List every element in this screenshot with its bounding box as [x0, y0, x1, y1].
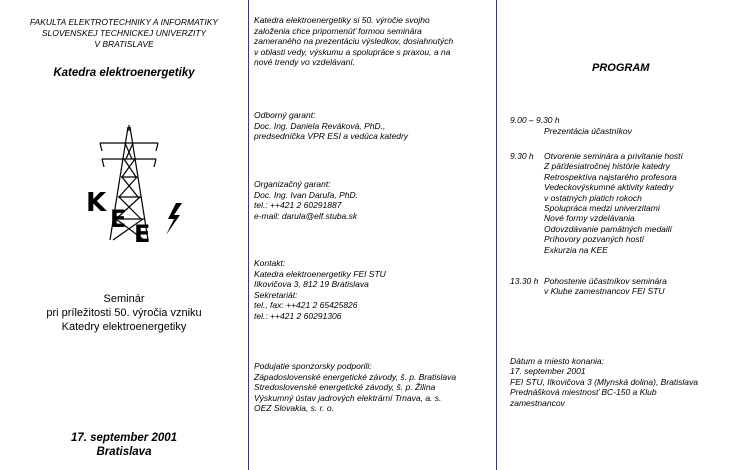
intro-line: založenia chce pripomenúť formou seminára	[254, 25, 422, 36]
section-heading: Podujatie sponzorsky podporili:	[254, 361, 372, 371]
logo-letter-k: K	[86, 188, 107, 218]
program-time: 9.00 – 9.30 h	[510, 115, 560, 125]
info-panel	[248, 0, 496, 470]
venue-line: FEI STU, Ilkovičova 3 (Mlynská dolina), Bratislava	[510, 376, 699, 387]
date-line: 17. september 2001	[70, 432, 178, 444]
intro-line: nové trendy vo vzdelávaní.	[254, 57, 356, 67]
logo-letter-e1: E	[110, 205, 127, 233]
university-line: V BRATISLAVE	[94, 39, 154, 49]
program-line: Odovzdávanie pamätných medailí	[544, 223, 673, 234]
program-time: 9.30 h	[510, 151, 534, 161]
university-line: FAKULTA ELEKTROTECHNIKY A INFORMATIKY	[29, 17, 219, 27]
sponsor-item: Západoslovenské energetické závody, š. p. Bratislava	[254, 371, 457, 382]
section-heading: Kontakt:	[254, 258, 286, 268]
program-line: Pohostenie účastníkov seminára	[544, 276, 667, 286]
program-line: Exkurzia na KEE	[544, 244, 608, 255]
program-item	[544, 276, 667, 297]
program-panel	[496, 0, 744, 470]
venue-section	[510, 356, 698, 408]
program-line: Spolupráca medzi univerzitami	[544, 203, 660, 214]
intro-line: Katedra elektroenergetiky si 50. výročie svojho	[254, 15, 430, 25]
cover-panel	[0, 0, 248, 470]
guarantor-role: predsedníčka VPR ESI a vedúca katedry	[254, 131, 409, 141]
event-date	[0, 431, 248, 459]
university-name	[0, 17, 248, 50]
program-line: v ostatných piatich rokoch	[544, 192, 642, 203]
contact-line: Ilkovičova 3, 812 19 Bratislava	[254, 279, 369, 289]
section-heading: Odborný garant:	[254, 110, 316, 120]
venue-line: Prednášková miestnosť BC-150 a Klub	[510, 387, 657, 398]
sponsors-section	[254, 361, 456, 414]
program-line: Retrospektíva najstarého profesora	[544, 171, 677, 182]
seminar-line: Seminár	[103, 293, 145, 305]
program-line: Vedeckovýskumné aktivity katedry	[544, 182, 674, 193]
intro-line: v oblasti vedy, výskumu a spolupráce s praxou, a na	[254, 46, 451, 57]
intro-line: zameraného na prezentáciu výsledkov, dosiahnutých	[254, 36, 454, 46]
place-line: Bratislava	[96, 446, 152, 458]
logo-letter-e2: E	[134, 220, 151, 245]
program-line: v Klube zamestnancov FEI STU	[544, 286, 665, 297]
professional-guarantor	[254, 110, 408, 142]
seminar-line: Katedry elektroenergetiky	[61, 321, 187, 333]
program-time: 13.30 h	[510, 276, 539, 286]
lightning-icon	[166, 203, 182, 235]
seminar-title	[0, 292, 248, 334]
program-item	[544, 126, 632, 136]
program-title: PROGRAM	[592, 62, 650, 74]
organizer-phone: tel.: ++421 2 60291887	[254, 200, 342, 210]
section-heading: Dátum a miesto konania:	[510, 356, 605, 366]
program-line: Príhovory pozvaných hostí	[544, 234, 645, 245]
seminar-line: pri príležitosti 50. výročia vzniku	[46, 307, 202, 319]
program-line: Nové formy vzdelávania	[544, 213, 635, 224]
organizing-guarantor	[254, 179, 358, 221]
secretariat-line: tel., fax: ++421 2 65425826	[254, 300, 358, 310]
venue-line: 17. september 2001	[510, 366, 586, 377]
contact-section	[254, 258, 386, 321]
intro-text	[254, 15, 453, 68]
kee-logo	[80, 125, 190, 245]
sponsor-item: Stredoslovenské energetické závody, š. p. Žilina	[254, 382, 436, 392]
section-heading: Organizačný garant:	[254, 179, 331, 189]
program-item	[544, 151, 683, 255]
organizer-email[interactable]: e-mail: darula@elf.stuba.sk	[254, 210, 358, 221]
secretariat-line: tel.: ++421 2 60291306	[254, 310, 342, 321]
program-line: Prezentácia účastníkov	[544, 126, 632, 136]
sponsor-item: Výskumný ústav jadrových elektrární Trnava, a. s.	[254, 392, 442, 403]
program-line: Z päťdesiatročnej histórie katedry	[544, 161, 670, 172]
department-title: Katedra elektroenergetiky	[53, 67, 195, 79]
program-line: Otvorenie seminára a privítanie hostí	[544, 151, 683, 161]
sponsor-item: OEZ Slovakia, s. r. o.	[254, 403, 334, 413]
guarantor-name: Doc. Ing. Daniela Reváková, PhD.,	[254, 120, 386, 131]
university-line: SLOVENSKEJ TECHNICKEJ UNIVERZITY	[41, 28, 207, 38]
organizer-name: Doc. Ing. Ivan Daruľa, PhD.	[254, 189, 358, 200]
venue-line: zamestnancov	[510, 397, 565, 408]
contact-line: Katedra elektroenergetiky FEI STU	[254, 268, 386, 279]
secretariat-heading: Sekretariát:	[254, 289, 298, 300]
